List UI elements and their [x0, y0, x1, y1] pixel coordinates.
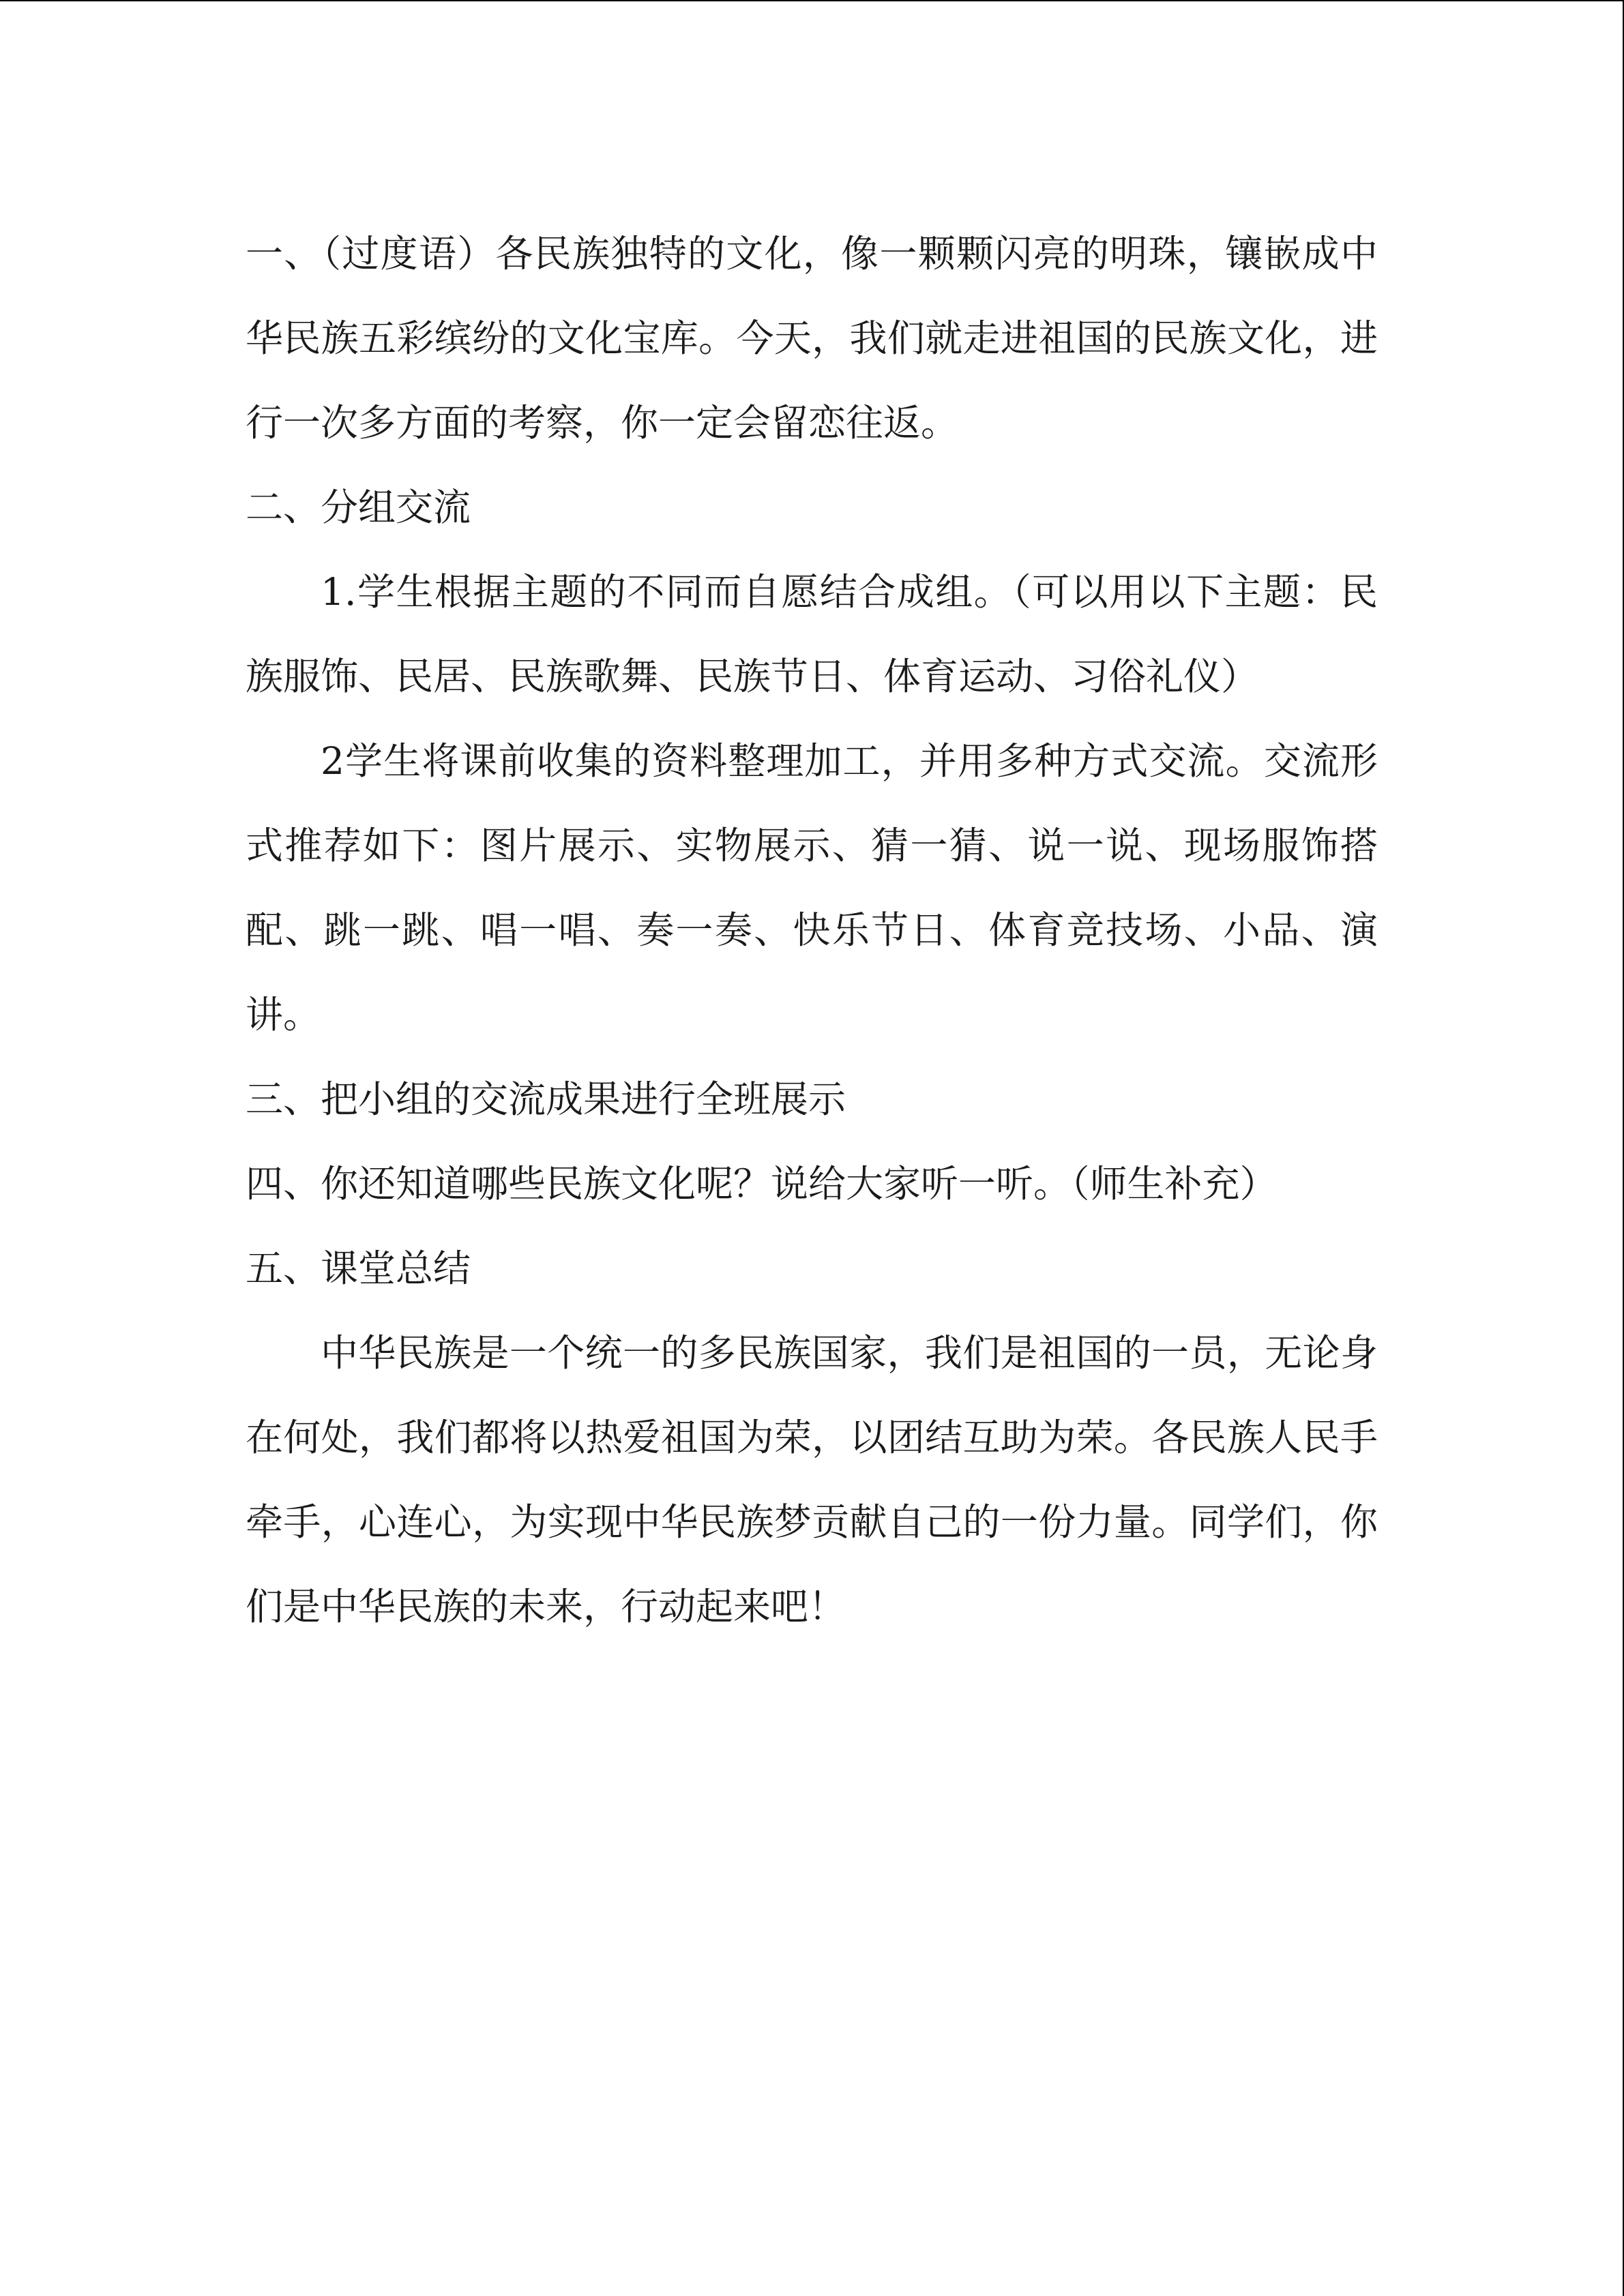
paragraph-intro: 一、（过度语）各民族独特的文化，像一颗颗闪亮的明珠，镶嵌成中华民族五彩缤纷的文化宝库。今天，我们就走进祖国的民族文化，进行一次多方面的考察，你一定会留恋往返。	[246, 232, 1378, 445]
heading-summary: 五、课堂总结	[246, 1247, 471, 1290]
paragraph-grouping: 1.学生根据主题的不同而自愿结合成组。（可以用以下主题：民族服饰、民居、民族歌舞、民族节日、体育运动、习俗礼仪）	[246, 570, 1378, 698]
heading-class-display: 三、把小组的交流成果进行全班展示	[246, 1077, 846, 1121]
heading-group-exchange: 二、分组交流	[246, 486, 471, 529]
heading-other-cultures: 四、你还知道哪些民族文化呢？说给大家听一听。（师生补充）	[246, 1162, 1278, 1206]
document-body	[246, 211, 1378, 1649]
paragraph-summary: 中华民族是一个统一的多民族国家，我们是祖国的一员，无论身在何处，我们都将以热爱祖国为荣，以团结互助为荣。各民族人民手牵手，心连心，为实现中华民族梦贡献自己的一份力量。同学们，你们是中华民族的未来，行动起来吧！	[246, 1331, 1378, 1628]
paragraph-exchange-forms: 2学生将课前收集的资料整理加工，并用多种方式交流。交流形式推荐如下：图片展示、实物展示、猜一猜、说一说、现场服饰搭配、跳一跳、唱一唱、奏一奏、快乐节日、体育竞技场、小品、演讲。	[246, 739, 1378, 1037]
